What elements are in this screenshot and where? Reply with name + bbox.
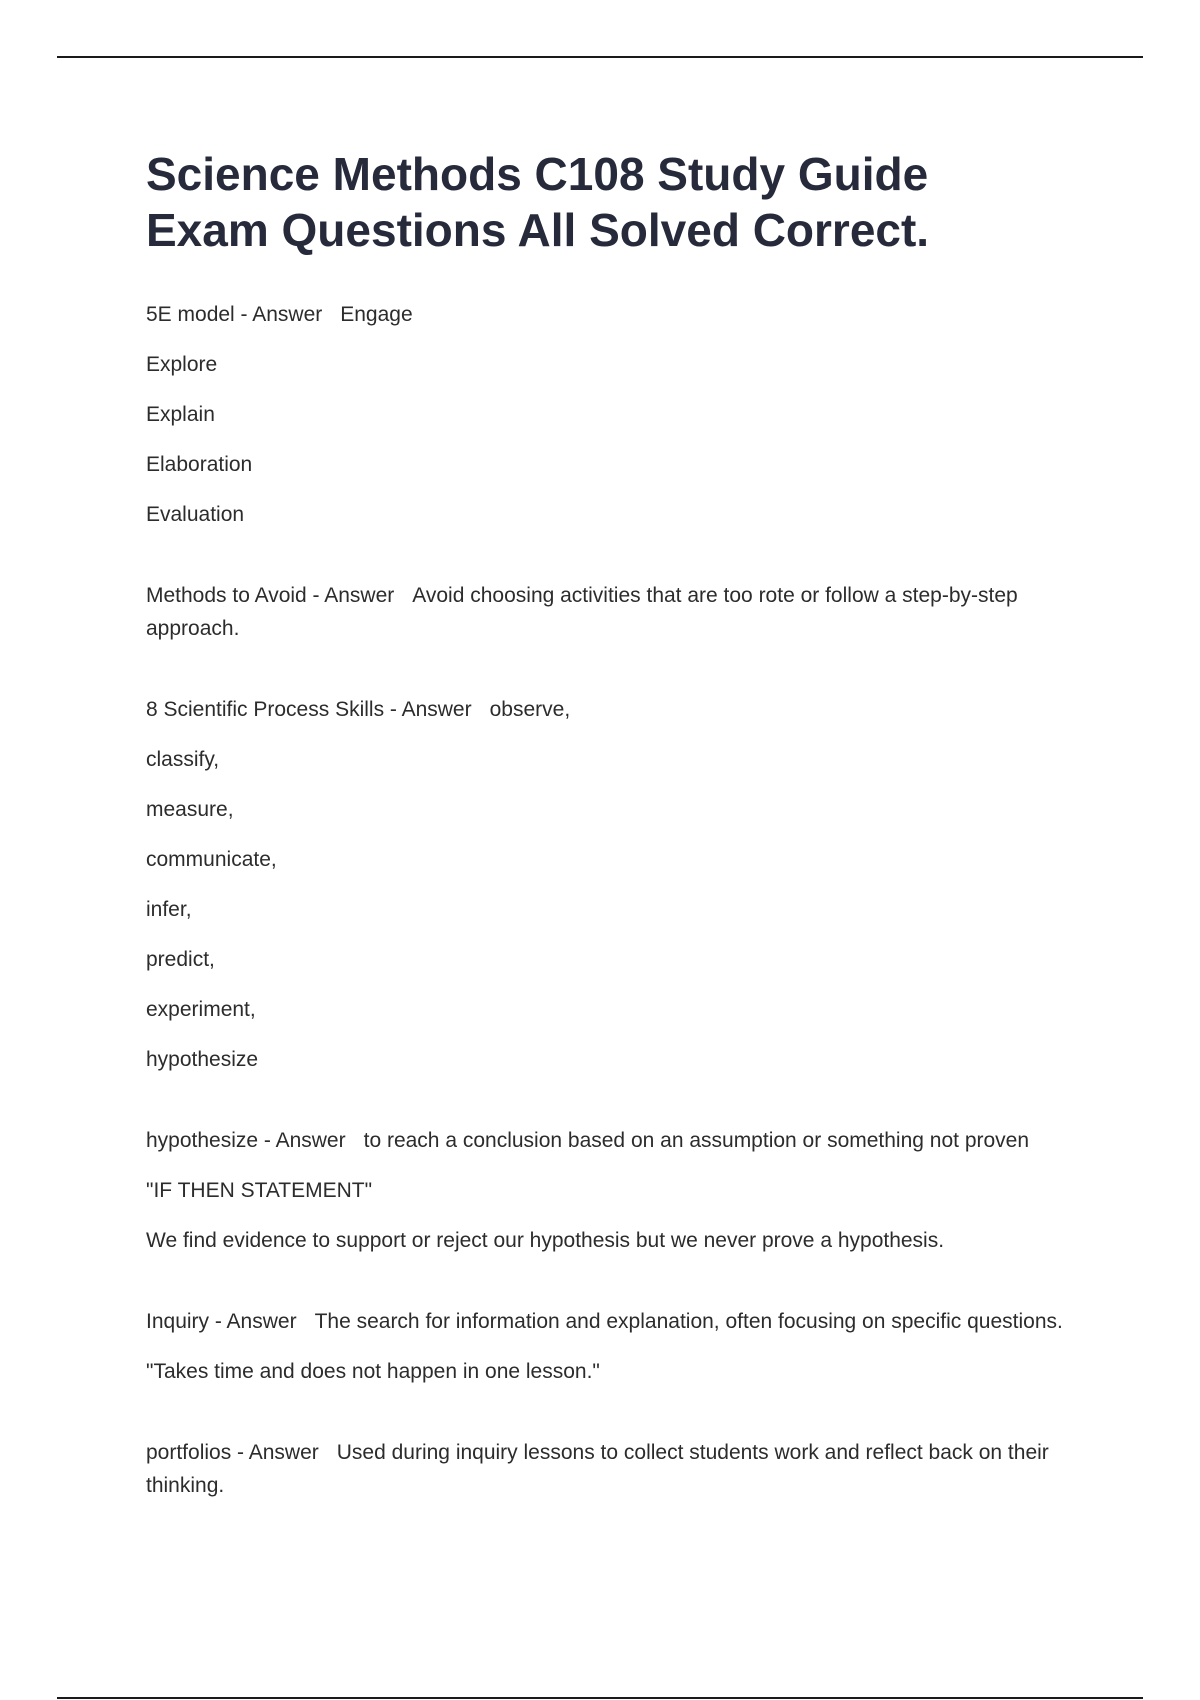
- answer-text: to reach a conclusion based on an assumption or something not proven: [363, 1129, 1030, 1152]
- qa-entry: [146, 1305, 1086, 1388]
- qa-line: [146, 579, 1086, 645]
- answer-text: measure,: [146, 798, 234, 821]
- qa-entry: [146, 693, 1086, 1076]
- qa-line: [146, 1436, 1086, 1502]
- qa-line: [146, 1305, 1086, 1338]
- document-body: [146, 146, 1086, 1550]
- answer-text: Engage: [340, 303, 413, 326]
- page-title: [146, 146, 1086, 258]
- qa-entry: [146, 298, 1086, 531]
- answer-text: Elaboration: [146, 453, 253, 476]
- qa-line: [146, 693, 1086, 726]
- answer-text: predict,: [146, 948, 215, 971]
- answer-text: Evaluation: [146, 503, 245, 526]
- title-line-2: Exam Questions All Solved Correct.: [146, 204, 930, 256]
- answer-text: Used during inquiry lessons to collect students work and reflect back on their thinking.: [146, 1441, 1049, 1497]
- qa-entry: [146, 579, 1086, 645]
- answer-text: observe,: [489, 698, 571, 721]
- answer-text: communicate,: [146, 848, 277, 871]
- question-label: Inquiry - Answer: [146, 1310, 297, 1333]
- answer-text: The search for information and explanation, often focusing on specific questions.: [314, 1310, 1063, 1333]
- answer-text: Explore: [146, 353, 218, 376]
- qa-line: [146, 298, 1086, 331]
- answer-text: infer,: [146, 898, 192, 921]
- answer-text: We find evidence to support or reject our hypothesis but we never prove a hypothesis.: [146, 1229, 945, 1252]
- answer-text: classify,: [146, 748, 220, 771]
- qa-line: [146, 1124, 1086, 1157]
- question-label: portfolios - Answer: [146, 1441, 319, 1464]
- answer-text: hypothesize: [146, 1048, 259, 1071]
- question-label: 5E model - Answer: [146, 303, 323, 326]
- answer-text: Explain: [146, 403, 215, 426]
- top-divider: [57, 56, 1143, 58]
- answer-text: Avoid choosing activities that are too rote or follow a step-by-step approach.: [146, 584, 1018, 640]
- answer-text: experiment,: [146, 998, 256, 1021]
- qa-entry: [146, 1124, 1086, 1257]
- question-label: hypothesize - Answer: [146, 1129, 346, 1152]
- answer-text: "Takes time and does not happen in one lesson.": [146, 1360, 600, 1383]
- bottom-divider: [57, 1697, 1143, 1699]
- qa-entry: [146, 1436, 1086, 1502]
- question-label: Methods to Avoid - Answer: [146, 584, 395, 607]
- question-label: 8 Scientific Process Skills - Answer: [146, 698, 472, 721]
- title-line-1: Science Methods C108 Study Guide: [146, 148, 929, 200]
- answer-text: "IF THEN STATEMENT": [146, 1179, 373, 1202]
